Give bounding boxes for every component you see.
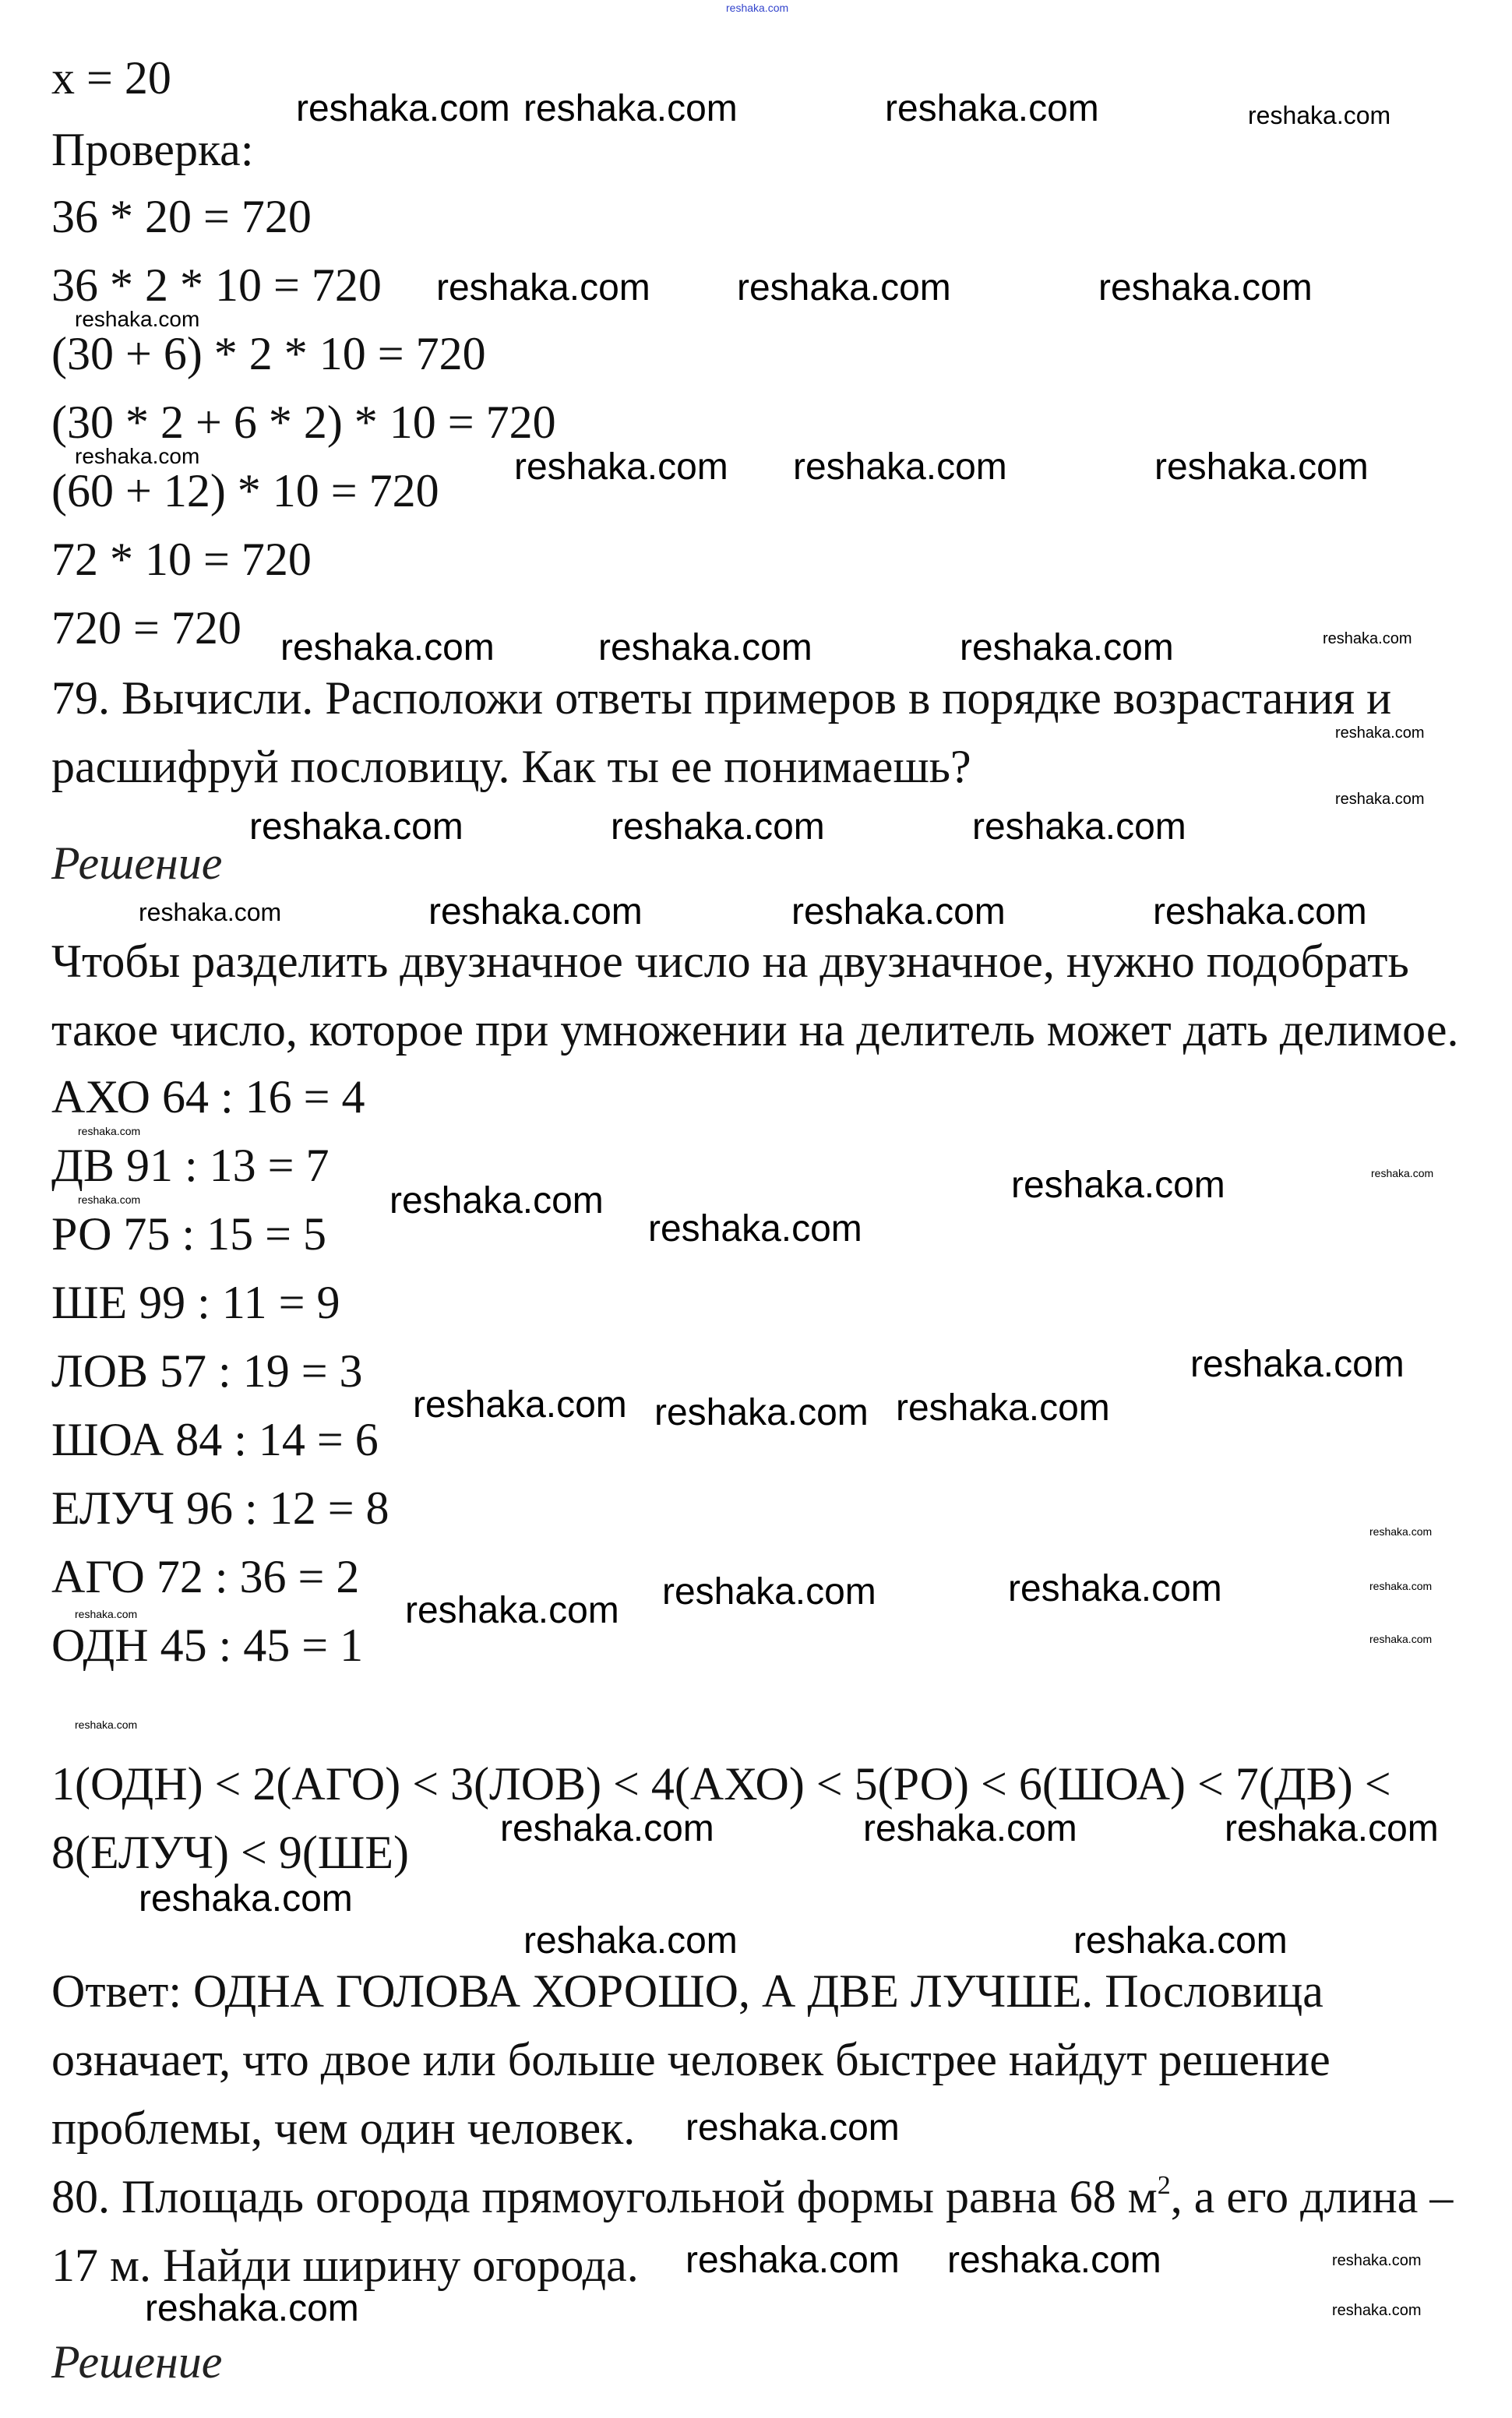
watermark: reshaka.com — [405, 1590, 619, 1631]
text-line: 36 * 20 = 720 — [51, 191, 312, 242]
equation-line: ШОА 84 : 14 = 6 — [51, 1414, 379, 1465]
equation-line: ОДН 45 : 45 = 1 — [51, 1620, 364, 1671]
watermark: reshaka.com — [947, 2240, 1161, 2281]
equation-line: РО 75 : 15 = 5 — [51, 1208, 326, 1260]
watermark: reshaka.com — [648, 1208, 862, 1250]
text-line: (60 + 12) * 10 = 720 — [51, 465, 439, 516]
equation-line: АХО 64 : 16 = 4 — [51, 1071, 365, 1123]
text-line: такое число, которое при умножении на делитель может дать делимое. — [51, 1004, 1459, 1056]
watermark: reshaka.com — [686, 2107, 900, 2148]
watermark: reshaka.com — [863, 1808, 1077, 1849]
watermark: reshaka.com — [1225, 1808, 1439, 1849]
watermark: reshaka.com — [1335, 724, 1425, 742]
watermark: reshaka.com — [1335, 791, 1425, 808]
watermark: reshaka.com — [662, 1571, 876, 1613]
watermark: reshaka.com — [611, 806, 825, 848]
text-line: 36 * 2 * 10 = 720 — [51, 259, 382, 311]
watermark: reshaka.com — [972, 806, 1186, 848]
solution-heading: Решение — [51, 837, 223, 889]
watermark: reshaka.com — [1011, 1165, 1225, 1206]
watermark: reshaka.com — [1369, 1525, 1433, 1538]
watermark: reshaka.com — [896, 1387, 1110, 1429]
watermark: reshaka.com — [654, 1392, 869, 1433]
watermark: reshaka.com — [1332, 2252, 1422, 2269]
ordering-line: 8(ЕЛУЧ) < 9(ШЕ) — [51, 1827, 409, 1878]
watermark: reshaka.com — [1098, 267, 1313, 308]
watermark: reshaka.com — [523, 1920, 738, 1962]
watermark: reshaka.com — [1371, 1167, 1434, 1179]
watermark: reshaka.com — [960, 627, 1174, 668]
text-line: Чтобы разделить двузначное число на двузначное, нужно подобрать — [51, 936, 1409, 987]
watermark: reshaka.com — [1369, 1633, 1433, 1645]
watermark: reshaka.com — [75, 1608, 138, 1620]
problem-80-text: , а его длина – — [1170, 2171, 1454, 2222]
problem-79-line: 79. Вычисли. Расположи ответы примеров в порядке возрастания и — [51, 672, 1392, 724]
problem-80-line — [51, 2173, 1453, 2220]
watermark: reshaka.com — [296, 88, 510, 129]
watermark: reshaka.com — [436, 267, 650, 308]
watermark: reshaka.com — [737, 267, 951, 308]
watermark: reshaka.com — [78, 1125, 141, 1137]
watermark: reshaka.com — [139, 898, 282, 926]
watermark: reshaka.com — [389, 1180, 604, 1221]
watermark: reshaka.com — [500, 1808, 714, 1849]
equation-line: ЛОВ 57 : 19 = 3 — [51, 1345, 363, 1397]
watermark: reshaka.com — [428, 891, 643, 932]
ordering-line: 1(ОДН) < 2(АГО) < 3(ЛОВ) < 4(АХО) < 5(РО) < 6(ШОА) < 7(ДВ) < — [51, 1758, 1391, 1810]
problem-80-line: 17 м. Найди ширину огорода. — [51, 2240, 639, 2291]
watermark: reshaka.com — [793, 446, 1007, 488]
watermark: reshaka.com — [1154, 446, 1369, 488]
watermark: reshaka.com — [145, 2288, 359, 2329]
watermark: reshaka.com — [1369, 1580, 1433, 1592]
text-line: (30 * 2 + 6 * 2) * 10 = 720 — [51, 397, 556, 448]
answer-line: Ответ: ОДНА ГОЛОВА ХОРОШО, А ДВЕ ЛУЧШЕ. Пословица — [51, 1965, 1323, 2017]
watermark: reshaka.com — [1073, 1920, 1288, 1962]
watermark: reshaka.com — [598, 627, 812, 668]
check-heading: Проверка: — [51, 124, 254, 175]
watermark: reshaka.com — [75, 307, 200, 331]
answer-line: означает, что двое или больше человек быстрее найдут решение — [51, 2034, 1330, 2085]
watermark: reshaka.com — [1153, 891, 1367, 932]
superscript: 2 — [1157, 2171, 1171, 2200]
text-line: x = 20 — [51, 52, 171, 104]
watermark: reshaka.com — [1248, 101, 1391, 129]
solution-heading: Решение — [51, 2336, 223, 2388]
watermark: reshaka.com — [791, 891, 1006, 932]
header-watermark[interactable]: reshaka.com — [726, 2, 789, 14]
text-line: 72 * 10 = 720 — [51, 534, 312, 585]
watermark: reshaka.com — [78, 1193, 141, 1206]
problem-79-line: расшифруй пословицу. Как ты ее понимаешь? — [51, 741, 971, 792]
watermark: reshaka.com — [249, 806, 463, 848]
watermark: reshaka.com — [75, 444, 200, 468]
watermark: reshaka.com — [139, 1878, 353, 1919]
answer-line: проблемы, чем один человек. — [51, 2103, 636, 2154]
watermark: reshaka.com — [686, 2240, 900, 2281]
equation-line: ДВ 91 : 13 = 7 — [51, 1140, 330, 1191]
problem-80-text: 80. Площадь огорода прямоугольной формы равна 68 м — [51, 2171, 1158, 2222]
watermark: reshaka.com — [1323, 630, 1412, 647]
watermark: reshaka.com — [514, 446, 728, 488]
watermark: reshaka.com — [1008, 1568, 1222, 1609]
watermark: reshaka.com — [1332, 2302, 1422, 2319]
equation-line: АГО 72 : 36 = 2 — [51, 1551, 360, 1602]
equation-line: ШЕ 99 : 11 = 9 — [51, 1277, 340, 1328]
watermark: reshaka.com — [523, 88, 738, 129]
watermark: reshaka.com — [75, 1718, 138, 1731]
watermark: reshaka.com — [413, 1384, 627, 1426]
text-line: 720 = 720 — [51, 602, 241, 654]
watermark: reshaka.com — [1190, 1344, 1405, 1385]
watermark: reshaka.com — [885, 88, 1099, 129]
equation-line: ЕЛУЧ 96 : 12 = 8 — [51, 1482, 389, 1534]
text-line: (30 + 6) * 2 * 10 = 720 — [51, 328, 486, 379]
watermark: reshaka.com — [280, 627, 495, 668]
